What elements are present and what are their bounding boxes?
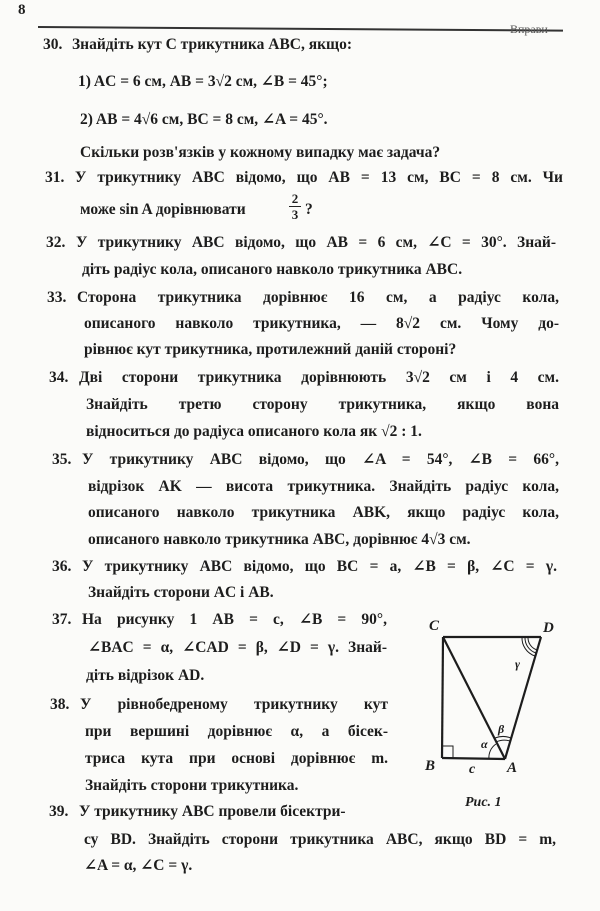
exercise-text: У трикутнику ABC відомо, що BC = a, ∠B = β, ∠C = γ. [82,558,557,575]
exercise-text: На рисунку 1 AB = c, ∠B = 90°, [82,611,387,628]
exercise-number: 35. [52,451,72,468]
exercise-text: відноситься до радіуса описаного кола як √2 : 1. [86,423,422,440]
exercise-number: 33. [47,289,67,306]
exercise-text: при вершині дорівнює α, а бісек- [85,723,388,740]
exercise-number: 34. [49,369,69,386]
section-title: Вправи [510,22,548,36]
label-A: A [507,760,518,776]
beta-arc-2 [495,736,511,738]
exercise-text: рівнює кут трикутника, протилежний даній стороні? [84,341,457,358]
label-gamma: γ [515,657,520,671]
label-c: c [469,762,476,777]
exercise-text: Знайдіть сторони AC і AB. [88,584,274,601]
figure-1-diagram [415,610,565,780]
exercise-number: 31. [45,169,65,186]
label-B: B [425,758,436,774]
exercise-number: 38. [50,696,70,713]
exercise-number: 37. [52,611,72,628]
label-C: C [429,618,440,634]
exercise-text: Дві сторони трикутника дорівнюють 3√2 см і 4 см. [79,369,559,386]
exercise-number: 36. [52,558,72,575]
exercise-text: може sin A дорівнювати [80,201,246,218]
label-D: D [543,620,554,636]
exercise-text: Знайдіть третю сторону трикутника, якщо вона [86,396,559,413]
exercise-text: 2) AB = 4√6 см, BC = 8 см, ∠A = 45°. [80,111,328,128]
exercise-number: 30. [43,36,63,53]
segment-CA [443,637,505,759]
exercise-text: описаного навколо трикутника ABC, дорівнює 4√3 см. [88,531,471,548]
right-angle-mark [442,746,453,758]
exercise-text: У трикутнику ABC відомо, що AB = 13 см, BC = 8 см. Чи [75,169,563,186]
exercise-text: триса кута при основі дорівнює m. [85,750,388,767]
label-beta: β [498,722,505,736]
exercise-text: описаного навколо трикутника, — 8√2 см. Чому до- [84,315,559,332]
exercise-text: ∠A = α, ∠C = γ. [84,857,193,874]
exercise-text: ? [305,201,313,218]
exercise-text: Скільки розв'язків у кожному випадку має задача? [80,144,441,161]
exercise-text: діть відрізок AD. [86,667,205,684]
exercise-text: ∠BAC = α, ∠CAD = β, ∠D = γ. Знай- [88,639,387,656]
exercise-text: У рівнобедреному трикутнику кут [80,696,388,713]
exercise-text: 1) AC = 6 см, AB = 3√2 см, ∠B = 45°; [78,73,328,90]
exercise-text: Знайдіть сторони трикутника. [85,777,299,794]
exercise-text: відрізок AK — висота трикутника. Знайдіть радіус кола, [88,478,559,495]
header-rule [38,26,563,32]
exercise-text: описаного навколо трикутника ABK, якщо радіус кола, [88,504,559,521]
segment-BA [442,758,505,759]
page-number: 8 [18,2,26,18]
exercise-text: діть радіус кола, описаного навколо трикутника ABC. [82,261,463,278]
fraction-denominator: 3 [291,207,299,222]
beta-arc [496,740,510,742]
exercise-number: 32. [46,234,66,251]
exercise-text: Знайдіть кут C трикутника ABC, якщо: [72,36,353,53]
exercise-text: У трикутнику ABC відомо, що ∠A = 54°, ∠B = 66°, [82,451,559,468]
exercise-text: су BD. Знайдіть сторони трикутника ABC, якщо BD = m, [84,831,556,848]
alpha-arc [489,744,496,759]
segment-CB [442,637,443,758]
exercise-text: Сторона трикутника дорівнює 16 см, а радіус кола, [77,289,559,306]
fraction-numerator: 2 [291,191,299,206]
figure-caption: Рис. 1 [465,795,502,810]
exercise-text: У трикутнику ABC відомо, що AB = 6 см, ∠C = 30°. Знай- [76,234,556,251]
segment-DA [505,637,541,759]
label-alpha: α [481,737,488,751]
fraction [289,192,301,221]
exercise-text: У трикутнику ABC провели бісектри- [79,803,346,820]
exercise-number: 39. [49,803,69,820]
